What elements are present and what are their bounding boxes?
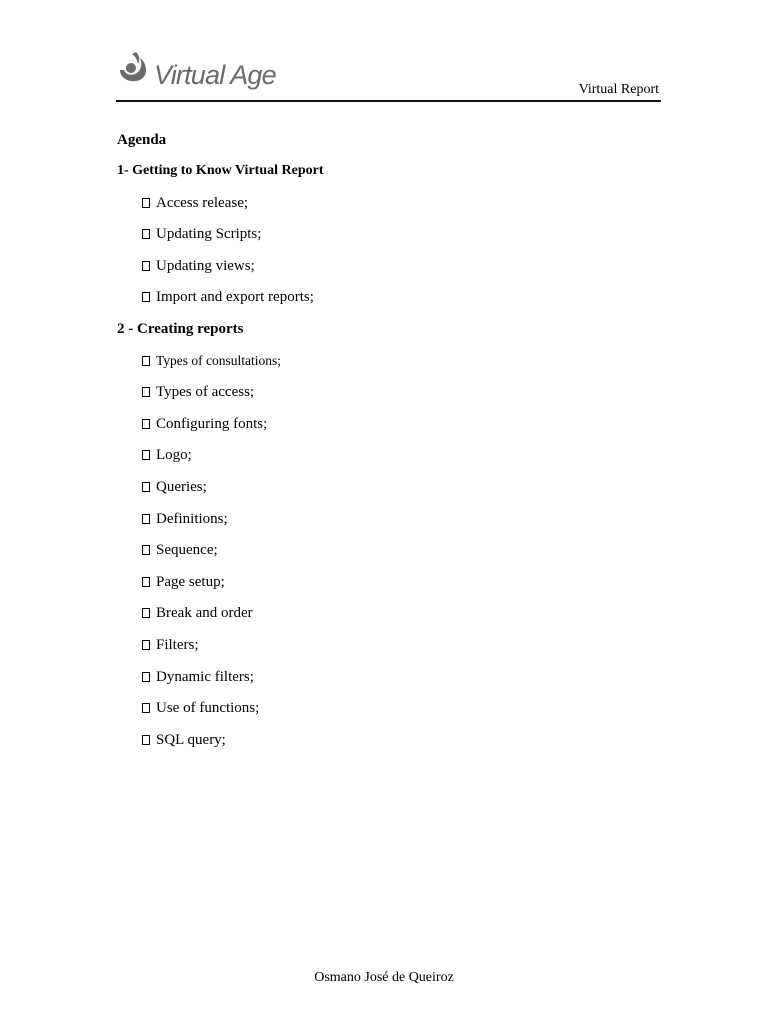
checkbox-bullet-icon <box>142 545 150 555</box>
list-item: Access release; <box>117 193 677 213</box>
document-title: Virtual Report <box>578 82 659 97</box>
list-item: Logo; <box>117 445 677 465</box>
list-item: Filters; <box>117 635 677 655</box>
list-item: Page setup; <box>117 572 677 592</box>
list-item: Sequence; <box>117 540 677 560</box>
checkbox-bullet-icon <box>142 292 150 302</box>
list-item: Queries; <box>117 477 677 497</box>
list-item: Use of functions; <box>117 698 677 718</box>
checkbox-bullet-icon <box>142 514 150 524</box>
logo-text: Virtual Age <box>154 59 276 90</box>
checkbox-bullet-icon <box>142 450 150 460</box>
checkbox-bullet-icon <box>142 387 150 397</box>
logo <box>116 48 276 96</box>
checkbox-bullet-icon <box>142 229 150 239</box>
agenda-heading: Agenda <box>117 132 167 148</box>
checkbox-bullet-icon <box>142 608 150 618</box>
list-item: Dynamic filters; <box>117 667 677 687</box>
list-item: Updating Scripts; <box>117 224 677 244</box>
section-1-list <box>117 193 677 308</box>
section-title-1: 1- Getting to Know Virtual Report <box>117 163 324 178</box>
list-item: SQL query; <box>117 730 677 750</box>
checkbox-bullet-icon <box>142 356 150 366</box>
checkbox-bullet-icon <box>142 703 150 713</box>
section-2-list <box>117 351 677 750</box>
checkbox-bullet-icon <box>142 577 150 587</box>
list-item: Updating views; <box>117 256 677 276</box>
list-item: Types of access; <box>117 382 677 402</box>
list-item: Configuring fonts; <box>117 414 677 434</box>
checkbox-bullet-icon <box>142 640 150 650</box>
checkbox-bullet-icon <box>142 261 150 271</box>
agenda-content <box>117 130 677 761</box>
checkbox-bullet-icon <box>142 198 150 208</box>
virtual-age-swirl-icon <box>116 50 150 94</box>
checkbox-bullet-icon <box>142 482 150 492</box>
checkbox-bullet-icon <box>142 419 150 429</box>
section-title-2: 2 - Creating reports <box>117 320 244 337</box>
page-footer-author: Osmano José de Queiroz <box>314 970 454 985</box>
checkbox-bullet-icon <box>142 735 150 745</box>
list-item: Break and order <box>117 603 677 623</box>
page-header <box>116 48 661 102</box>
checkbox-bullet-icon <box>142 672 150 682</box>
list-item: Definitions; <box>117 509 677 529</box>
list-item: Import and export reports; <box>117 287 677 307</box>
list-item: Types of consultations; <box>117 351 677 371</box>
